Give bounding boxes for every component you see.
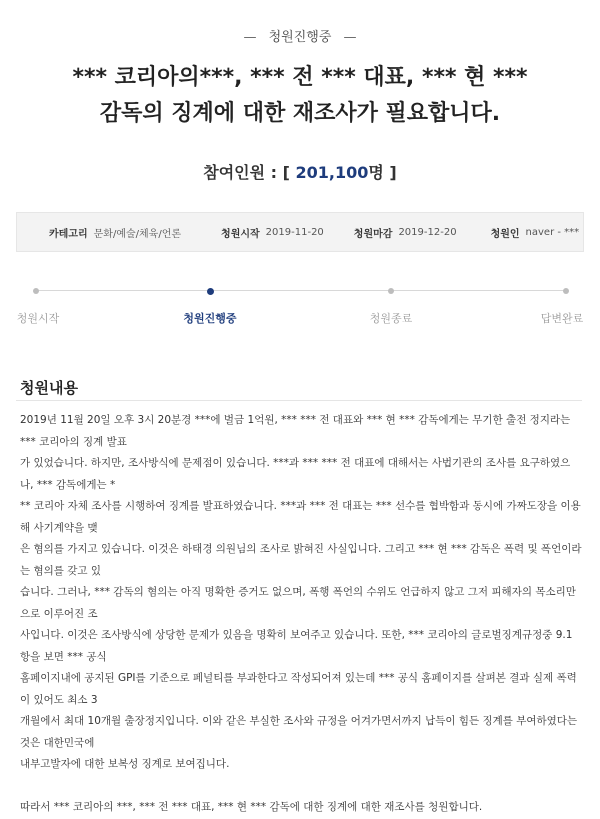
content-line: 개월에서 최대 10개월 출장정지입니다. 이와 같은 부실한 조사와 규정을 어겨가면서까지 납득이 힘든 징계를 부여하였다는것은 대한민국에 xyxy=(20,715,578,749)
content-line: ** 코리아 자체 조사를 시행하여 징계를 발표하였습니다. ***과 *** 전 대표는 *** 선수를 협박함과 동시에 가짜도장을 이용해 사기계약을 맺 xyxy=(20,500,581,534)
participant-count xyxy=(0,160,600,183)
content-heading: 청원내용 xyxy=(20,379,78,397)
petitioner-value: naver - *** xyxy=(525,226,580,238)
petition-content xyxy=(20,410,582,819)
participant-label: 참여인원 : [ xyxy=(203,163,290,182)
progress-dot-ongoing xyxy=(207,288,214,295)
step-label-start: 청원시작 xyxy=(16,312,60,325)
status-label: 청원진행중 xyxy=(268,30,332,45)
progress-dot-ended xyxy=(388,288,394,294)
content-line: 습니다. 그러나, *** 감독의 혐의는 아직 명확한 증거도 없으며, 폭행 폭언의 수위도 언급하지 않고 그저 피해자의 목소리만으로 이루어진 조 xyxy=(20,586,576,620)
paragraph-gap xyxy=(20,776,582,798)
content-line: 홈페이지내에 공지된 GPI를 기준으로 페널티를 부과한다고 작성되어져 있는데 *** 공식 홈페이지를 살펴본 결과 실제 폭력이 있어도 최소 3 xyxy=(20,672,577,706)
petition-status xyxy=(0,26,600,45)
end-value: 2019-12-20 xyxy=(398,226,457,238)
content-divider xyxy=(16,400,582,401)
step-label-ended: 청원종료 xyxy=(369,312,413,325)
step-label-answered: 답변완료 xyxy=(540,312,584,325)
category-value: 문화/예술/체육/언론 xyxy=(93,228,182,240)
title-line-1: *** 코리아의***, *** 전 *** 대표, *** 현 *** xyxy=(72,65,528,90)
petition-info-box xyxy=(16,212,584,252)
end-label: 청원마감 xyxy=(353,228,393,240)
content-closing: 따라서 *** 코리아의 ***, *** 전 *** 대표, *** 현 *** 감독에 대한 징계에 대한 재조사를 청원합니다. xyxy=(20,801,483,813)
info-start xyxy=(181,225,324,240)
info-category xyxy=(17,225,181,240)
petition-title xyxy=(20,60,580,132)
petitioner-label: 청원인 xyxy=(490,228,520,240)
progress-track xyxy=(36,290,566,291)
info-petitioner xyxy=(457,225,580,240)
content-line: 가 있었습니다. 하지만, 조사방식에 문제점이 있습니다. ***과 *** *** 전 대표에 대해서는 사법기관의 조사를 요구하였으나, *** 감독에게는 * xyxy=(20,457,571,491)
participant-number: 201,100 xyxy=(295,163,369,182)
content-line: 사입니다. 이것은 조사방식에 상당한 문제가 있음을 명확히 보여주고 있습니다. 또한, *** 코리아의 글로벌징계규정중 9.1항을 보면 *** 공식 xyxy=(20,629,573,663)
category-label: 카테고리 xyxy=(49,228,88,240)
progress-dot-answered xyxy=(563,288,569,294)
content-line: 내부고발자에 대한 보복성 징계로 보여집니다. xyxy=(20,758,230,770)
start-value: 2019-11-20 xyxy=(265,226,324,238)
status-dash-left: — xyxy=(243,30,257,45)
info-end xyxy=(324,225,457,240)
progress-dot-start xyxy=(33,288,39,294)
participant-suffix: 명 ] xyxy=(368,163,397,182)
status-dash-right: — xyxy=(343,30,357,45)
title-line-2: 감독의 징계에 대한 재조사가 필요합니다. xyxy=(99,101,501,126)
content-line: 은 혐의를 가지고 있습니다. 이것은 하태경 의원님의 조사로 밝혀진 사실입니다. 그리고 *** 현 *** 감독은 폭력 및 폭언이라는 혐의를 갖고 있 xyxy=(20,543,582,577)
start-label: 청원시작 xyxy=(221,228,260,240)
step-label-ongoing: 청원진행중 xyxy=(183,312,237,325)
content-line: 2019년 11월 20일 오후 3시 20분경 ***에 벌금 1억원, *** *** 전 대표와 *** 현 *** 감독에게는 무기한 출전 정지라는 *** 코리아의 징계 발표 xyxy=(20,414,571,448)
